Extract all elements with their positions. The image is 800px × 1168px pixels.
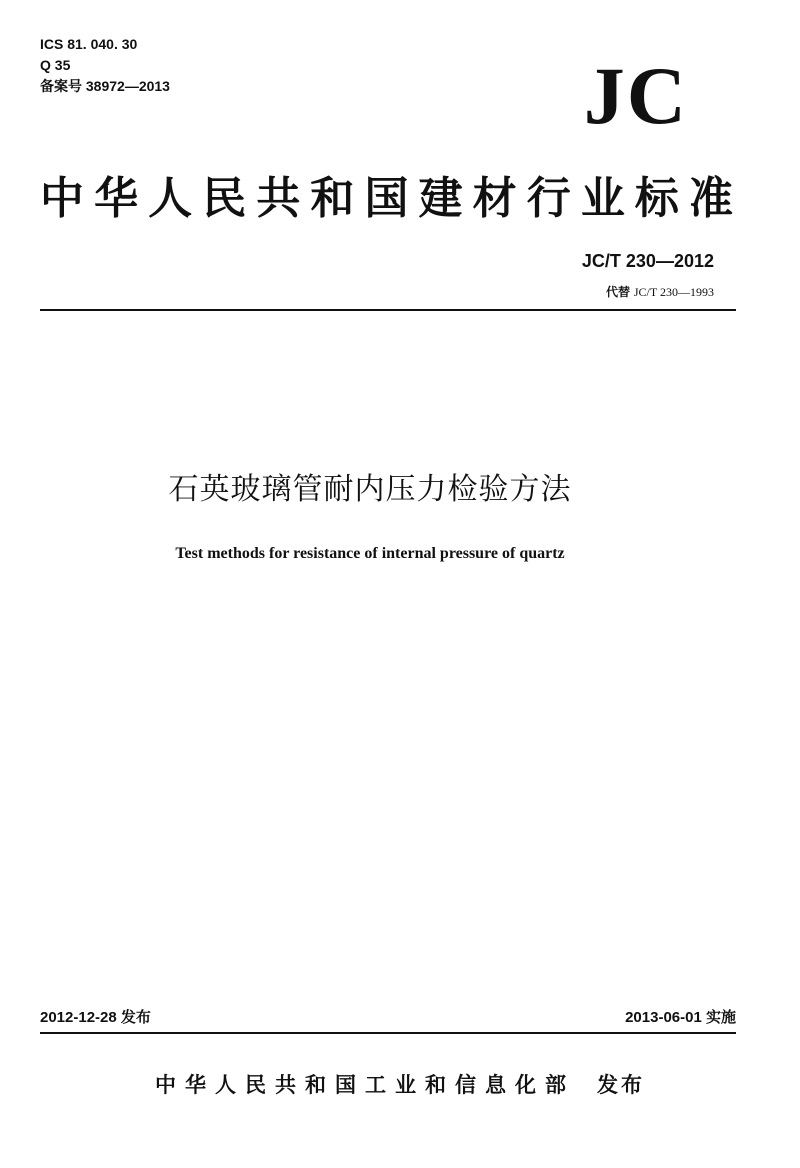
issue-date: 2012-12-28 发布 [40, 1009, 151, 1026]
issuing-authority [0, 1070, 800, 1100]
issuer-verb: 发布 [597, 1073, 645, 1097]
record-number: 备案号 38972—2013 [40, 78, 170, 94]
standard-number: JC/T 230—2012 [581, 251, 714, 271]
ccs-code: Q 35 [40, 57, 71, 73]
replaces-standard [606, 284, 714, 300]
document-title-chinese: 石英玻璃管耐内压力检验方法 [168, 472, 572, 507]
replaces-label: 代替 [606, 285, 631, 299]
jc-logo: JC [583, 50, 688, 141]
ics-code: ICS 81. 040. 30 [40, 36, 138, 52]
replaces-code: JC/T 230—1993 [633, 285, 714, 299]
top-divider [40, 309, 736, 311]
issuer-organization: 中华人民共和国工业和信息化部 [155, 1073, 575, 1097]
bottom-divider [40, 1032, 736, 1034]
industry-standard-title: 中华人民共和国建材行业标准 [40, 173, 736, 224]
implementation-date: 2013-06-01 实施 [625, 1009, 736, 1026]
document-title-english: Test methods for resistance of internal pressure of quartz [175, 545, 565, 562]
